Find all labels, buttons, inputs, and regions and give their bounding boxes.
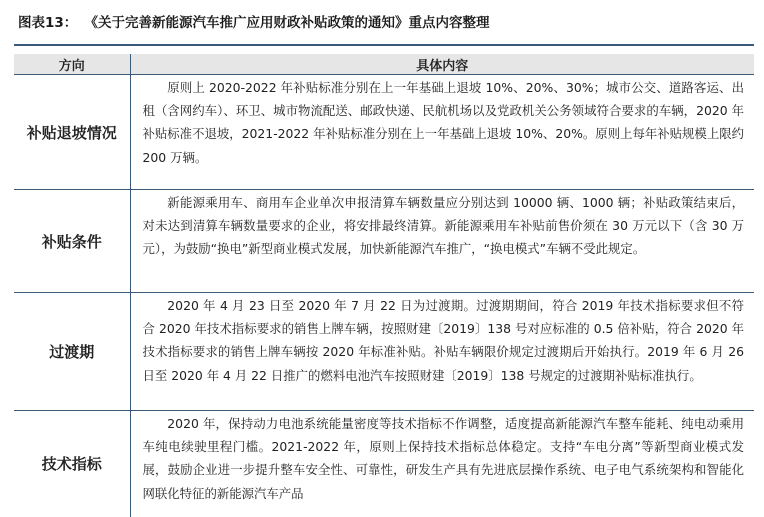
row-direction-subsidy-phaseout: 补贴退坡情况 [14,75,130,190]
row-content-subsidy-conditions: 新能源乘用车、商用车企业单次申报清算车辆数量应分别达到 10000 辆、1000 辆；补贴政策结束后，对未达到清算车辆数量要求的企业，将安排最终清算。新能源乘用车补贴前售价须在 30 万元以下（含 30 万元），为鼓励“换电”新型商业模式发展，加快新能源汽车推广，“换电模式”车辆不受此规定。 [142,195,744,257]
figure-title [18,11,490,31]
table-row [14,293,754,411]
figure-title-text: 《关于完善新能源汽车推广应用财政补贴政策的通知》重点内容整理 [91,15,490,31]
row-direction-transition-period: 过渡期 [14,293,130,411]
table-header-row [14,54,754,75]
row-content-cell [130,293,754,411]
row-content-technical-indicators: 2020 年，保持动力电池系统能量密度等技术指标不作调整，适度提高新能源汽车整车能耗、纯电动乘用车纯电续驶里程门槛。2021-2022 年，原则上保持技术指标总体稳定。支持“车电分离”等新型商业模式发展，鼓励企业进一步提升整车安全性、可靠性，研发生产具有先进底层操作系统、电子电气系统架构和智能化网联化特征的新能源汽车产品 [142,416,744,501]
table-row [14,411,754,517]
row-content-transition-period: 2020 年 4 月 23 日至 2020 年 7 月 22 日为过渡期。过渡期期间，符合 2019 年技术指标要求但不符合 2020 年技术指标要求的销售上牌车辆，按照财建〔2019〕138 号对应标准的 0.5 倍补贴，符合 2020 年技术指标要求的销售上牌车辆按 2020 年标准补贴。补贴车辆限价规定过渡期后开始执行。2019 年 6 月 26 日至 2020 年 4 月 22 日推广的燃料电池汽车按照财建〔2019〕138 号规定的过渡期补贴标准执行。 [142,298,744,383]
row-direction-subsidy-conditions: 补贴条件 [14,190,130,293]
row-content-cell [130,411,754,517]
column-header-content: 具体内容 [130,54,754,75]
policy-table [14,54,754,517]
table-row [14,75,754,190]
row-content-subsidy-phaseout: 原则上 2020-2022 年补贴标准分别在上一年基础上退坡 10%、20%、30%；城市公交、道路客运、出租（含网约车）、环卫、城市物流配送、邮政快递、民航机场以及党政机关公务领域符合要求的车辆，2020 年补贴标准不退坡，2021-2022 年补贴标准分别在上一年基础上退坡 10%、20%。原则上每年补贴规模上限约 200 万辆。 [142,80,744,165]
row-content-cell [130,75,754,190]
title-divider [14,44,754,46]
column-header-direction: 方向 [14,54,130,75]
table-row [14,190,754,293]
row-content-cell [130,190,754,293]
row-direction-technical-indicators: 技术指标 [14,411,130,517]
figure-label: 图表13： [18,15,78,31]
